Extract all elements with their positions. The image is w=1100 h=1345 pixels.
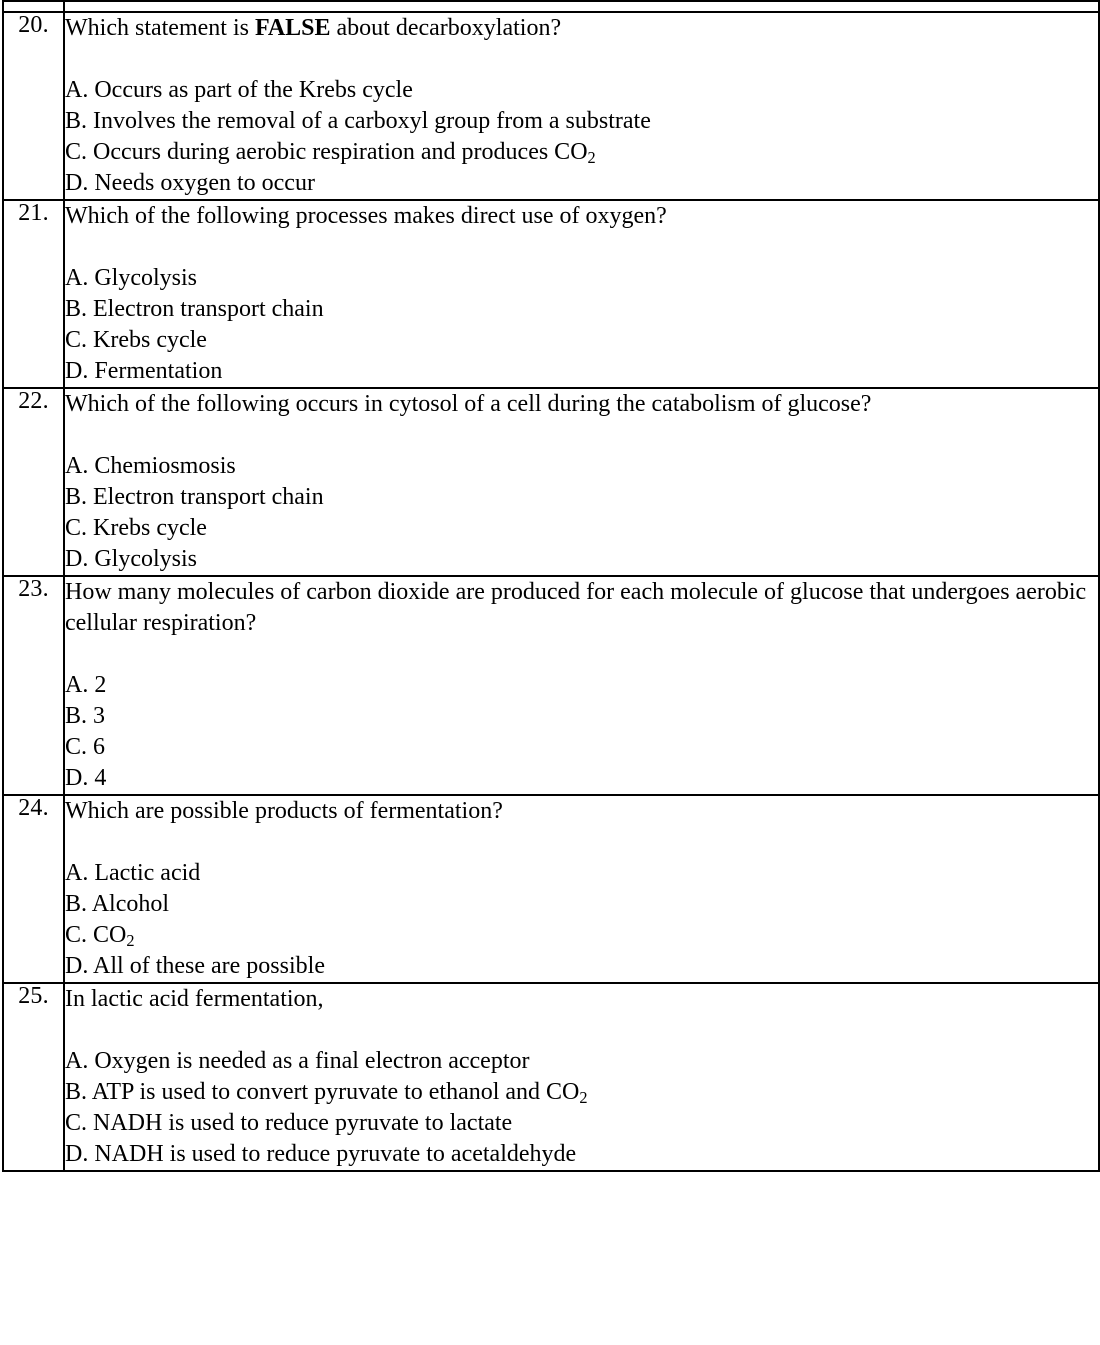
table-row <box>3 983 1099 1171</box>
stem-option-spacer <box>65 639 1098 670</box>
answer-option[interactable] <box>65 858 1098 889</box>
question-table-body <box>3 1 1099 1171</box>
question-body-cell <box>64 983 1099 1171</box>
question-stem-text: Which are possible products of fermentation? <box>65 798 503 824</box>
question-stem <box>65 796 1098 827</box>
answer-option-text: 2 <box>94 672 107 698</box>
answer-option-text: Alcohol <box>91 891 170 917</box>
chemical-subscript: 2 <box>579 1088 588 1108</box>
question-body-cell <box>64 388 1099 576</box>
answer-option-label: A. <box>65 672 89 698</box>
answer-option-label: A. <box>65 265 89 291</box>
answer-option-label: D. <box>65 170 89 196</box>
answer-option-text: ATP is used to convert pyruvate to ethanol and CO <box>91 1079 580 1105</box>
question-stem <box>65 577 1098 639</box>
answer-option-text: Fermentation <box>94 358 223 384</box>
answer-option[interactable] <box>65 75 1098 106</box>
answer-option-list <box>65 451 1098 575</box>
answer-option-label: C. <box>65 734 88 760</box>
question-stem-emphasis: FALSE <box>254 15 331 41</box>
question-number: 23. <box>18 576 49 602</box>
answer-option-label: B. <box>65 703 88 729</box>
question-stem <box>65 201 1098 232</box>
question-number: 25. <box>18 983 49 1009</box>
answer-option-label: C. <box>65 1110 88 1136</box>
answer-option[interactable] <box>65 889 1098 920</box>
answer-option-text: NADH is used to reduce pyruvate to acetaldehyde <box>94 1141 577 1167</box>
answer-option-text: 3 <box>93 703 106 729</box>
answer-option-label: A. <box>65 453 89 479</box>
answer-option-text: Needs oxygen to occur <box>94 170 315 196</box>
answer-option[interactable] <box>65 451 1098 482</box>
answer-option-label: D. <box>65 953 89 979</box>
stem-option-spacer <box>65 1015 1098 1046</box>
answer-option-text: Electron transport chain <box>93 296 324 322</box>
table-row-partial-top <box>3 1 1099 12</box>
answer-option-label: B. <box>65 1079 88 1105</box>
table-row <box>3 388 1099 576</box>
answer-option[interactable] <box>65 670 1098 701</box>
question-stem <box>65 389 1098 420</box>
answer-option-text: Involves the removal of a carboxyl group from a substrate <box>93 108 651 134</box>
question-number: 24. <box>18 795 49 821</box>
question-number-cell <box>3 388 64 576</box>
answer-option[interactable] <box>65 325 1098 356</box>
answer-option-label: A. <box>65 860 89 886</box>
answer-option-text: Oxygen is needed as a final electron acceptor <box>94 1048 530 1074</box>
answer-option-text: Occurs as part of the Krebs cycle <box>94 77 413 103</box>
answer-option-label: A. <box>65 77 89 103</box>
answer-option-label: D. <box>65 1141 89 1167</box>
answer-option-text: Lactic acid <box>94 860 201 886</box>
answer-option-list <box>65 75 1098 199</box>
question-body-cell <box>64 795 1099 983</box>
table-row <box>3 12 1099 200</box>
answer-option[interactable] <box>65 1046 1098 1077</box>
answer-option-label: C. <box>65 139 88 165</box>
answer-option-text: Occurs during aerobic respiration and produces CO <box>93 139 588 165</box>
answer-option[interactable] <box>65 137 1098 168</box>
question-stem-text: Which statement is <box>65 15 255 41</box>
answer-option-text: Glycolysis <box>94 265 198 291</box>
stem-option-spacer <box>65 44 1098 75</box>
question-number: 22. <box>18 388 49 414</box>
answer-option-label: A. <box>65 1048 89 1074</box>
answer-option-text: Krebs cycle <box>93 515 207 541</box>
answer-option[interactable] <box>65 920 1098 951</box>
answer-option-label: C. <box>65 327 88 353</box>
question-number-cell <box>3 983 64 1171</box>
answer-option-text: 4 <box>94 765 107 791</box>
answer-option[interactable] <box>65 1077 1098 1108</box>
answer-option-label: D. <box>65 546 89 572</box>
question-stem-text: Which of the following occurs in cytosol of a cell during the catabolism of glucose? <box>65 391 872 417</box>
question-body-cell <box>64 200 1099 388</box>
question-stem <box>65 984 1098 1015</box>
chemical-subscript: 2 <box>126 931 135 951</box>
chemical-subscript: 2 <box>587 148 596 168</box>
answer-option[interactable] <box>65 294 1098 325</box>
answer-option[interactable] <box>65 356 1098 387</box>
question-number: 20. <box>18 12 49 38</box>
answer-option[interactable] <box>65 263 1098 294</box>
answer-option[interactable] <box>65 1139 1098 1170</box>
answer-option-list <box>65 858 1098 982</box>
question-table <box>2 0 1100 1172</box>
table-row <box>3 795 1099 983</box>
answer-option-text: 6 <box>93 734 106 760</box>
answer-option-label: B. <box>65 484 88 510</box>
question-body-cell <box>64 12 1099 200</box>
stem-option-spacer <box>65 827 1098 858</box>
question-stem-text: Which of the following processes makes direct use of oxygen? <box>65 203 667 229</box>
answer-option-list <box>65 1046 1098 1170</box>
answer-option-label: D. <box>65 358 89 384</box>
answer-option-text: Chemiosmosis <box>94 453 236 479</box>
question-stem-text: about decarboxylation? <box>330 15 562 41</box>
answer-option[interactable] <box>65 1108 1098 1139</box>
question-body-cell <box>64 576 1099 795</box>
answer-option[interactable] <box>65 544 1098 575</box>
answer-option[interactable] <box>65 168 1098 199</box>
answer-option[interactable] <box>65 763 1098 794</box>
answer-option[interactable] <box>65 513 1098 544</box>
question-number: 21. <box>18 200 49 226</box>
answer-option-text: Krebs cycle <box>93 327 207 353</box>
question-body-cell <box>64 1 1099 12</box>
question-number-cell <box>3 576 64 795</box>
answer-option-label: B. <box>65 108 88 134</box>
answer-option[interactable] <box>65 732 1098 763</box>
answer-option-text: NADH is used to reduce pyruvate to lactate <box>93 1110 513 1136</box>
answer-option[interactable] <box>65 701 1098 732</box>
answer-option[interactable] <box>65 482 1098 513</box>
answer-option-label: D. <box>65 765 89 791</box>
answer-option[interactable] <box>65 106 1098 137</box>
question-number-cell <box>3 1 64 12</box>
answer-option-label: B. <box>65 891 88 917</box>
answer-option-text: Electron transport chain <box>93 484 324 510</box>
answer-option-text: CO <box>93 922 127 948</box>
table-row <box>3 200 1099 388</box>
question-number-cell <box>3 200 64 388</box>
answer-option-label: C. <box>65 515 88 541</box>
question-stem <box>65 13 1098 44</box>
stem-option-spacer <box>65 420 1098 451</box>
answer-option-text: Glycolysis <box>94 546 198 572</box>
answer-option-list <box>65 263 1098 387</box>
question-stem-text: In lactic acid fermentation, <box>65 986 324 1012</box>
answer-option[interactable] <box>65 951 1098 982</box>
answer-option-text: All of these are possible <box>93 953 325 979</box>
answer-option-label: B. <box>65 296 88 322</box>
stem-option-spacer <box>65 232 1098 263</box>
answer-option-label: C. <box>65 922 88 948</box>
question-number-cell <box>3 795 64 983</box>
answer-option-list <box>65 670 1098 794</box>
table-row <box>3 576 1099 795</box>
question-stem-text: How many molecules of carbon dioxide are produced for each molecule of glucose that undergoes aerobic cellular respiration? <box>65 579 1087 636</box>
question-number-cell <box>3 12 64 200</box>
